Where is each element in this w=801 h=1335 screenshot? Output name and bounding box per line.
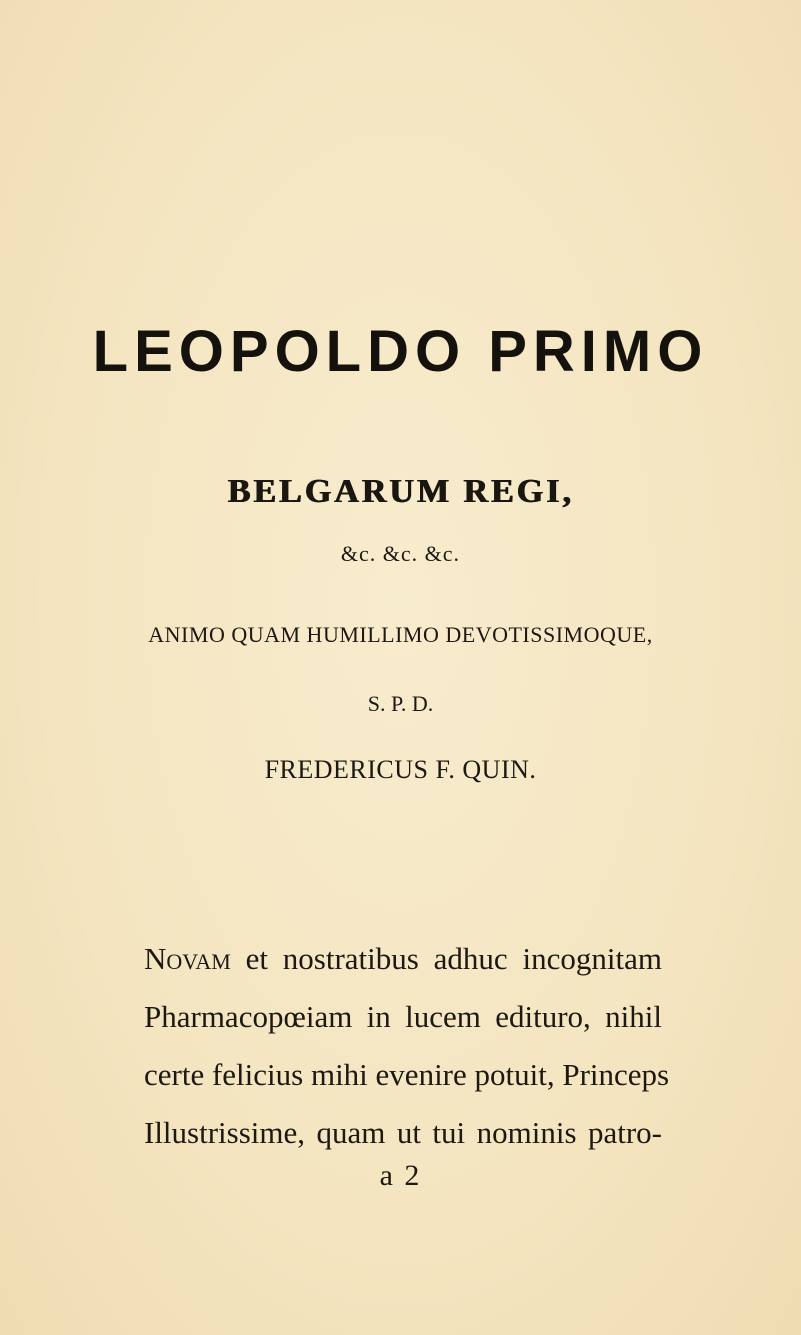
signature-mark: a 2 bbox=[379, 1159, 422, 1192]
page-title: LEOPOLDO PRIMO bbox=[92, 319, 709, 384]
dedication-line: ANIMO QUAM HUMILLIMO DEVOTISSIMOQUE, bbox=[148, 622, 653, 647]
body-line-4: Illustrissime, quam ut tui nominis patro- bbox=[144, 1115, 662, 1150]
author-line: FREDERICUS F. QUIN. bbox=[264, 755, 537, 784]
first-word: Novam bbox=[144, 941, 231, 976]
salutation-line: S. P. D. bbox=[367, 691, 434, 716]
body-line-1-rest: et nostratibus adhuc incognitam bbox=[230, 941, 662, 976]
page-subtitle: BELGARUM REGI, bbox=[227, 473, 574, 510]
body-line-3: certe felicius mihi evenire potuit, Princeps bbox=[144, 1057, 670, 1092]
body-paragraph bbox=[144, 930, 670, 1162]
body-line-2: Pharmacopœiam in lucem edituro, nihil bbox=[144, 999, 662, 1034]
etc-line: &c. &c. &c. bbox=[340, 541, 461, 566]
body-line-1 bbox=[144, 930, 662, 988]
